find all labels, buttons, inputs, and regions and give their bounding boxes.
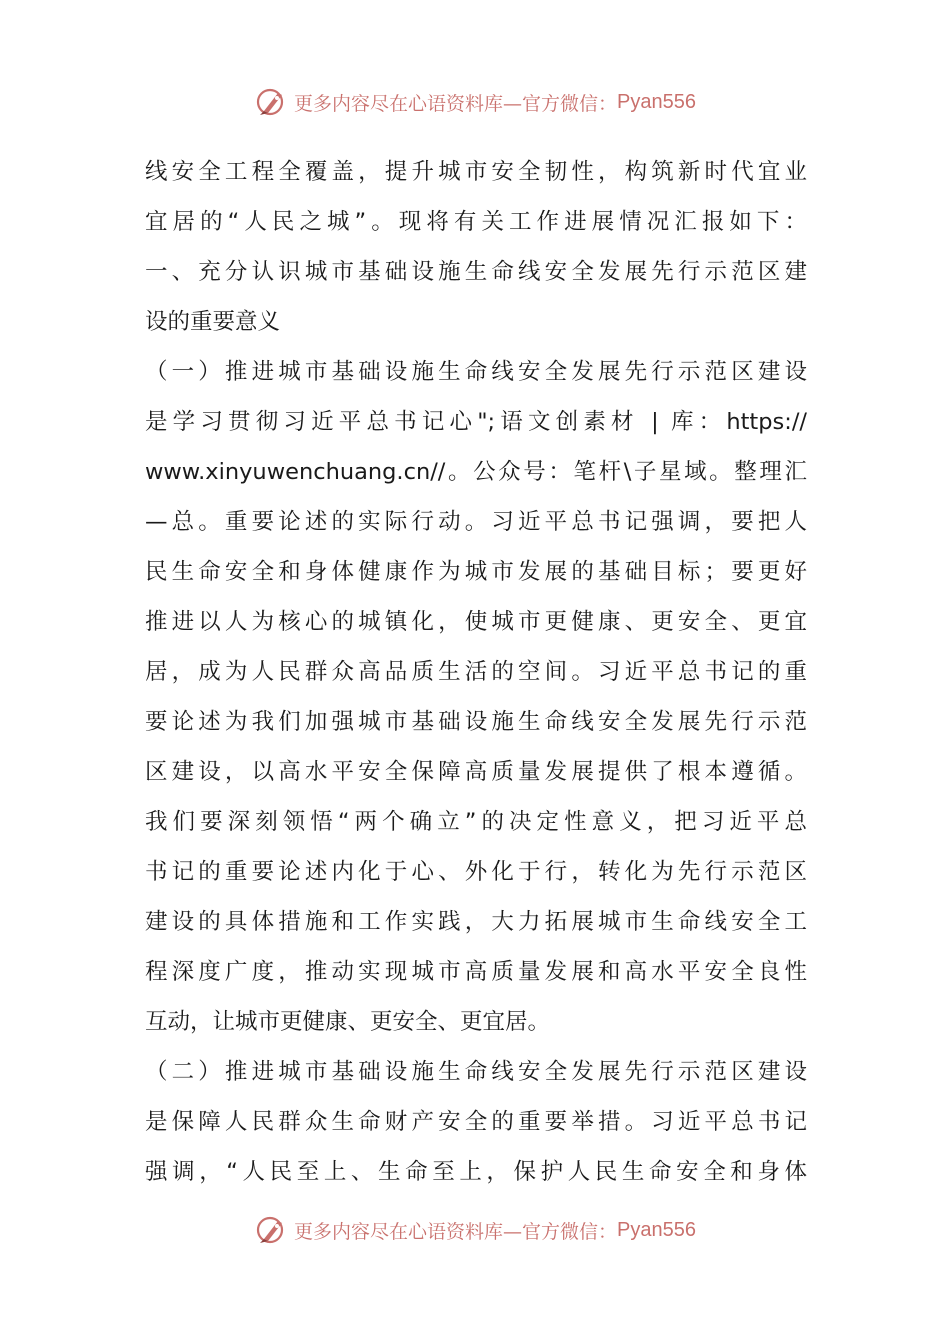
body-line: 是学习贯彻习近平总书记心";语文创素材 | 库：https:// (145, 409, 807, 435)
footer-wechat-id: Pyan556 (617, 1218, 696, 1241)
section-heading-line: 一、充分认识城市基础设施生命线安全发展先行示范区建 (145, 259, 807, 285)
document-body (145, 147, 807, 1197)
body-line: 我们要深刻领悟“两个确立”的决定性意义，把习近平总 (145, 809, 807, 835)
header-banner (0, 80, 950, 124)
body-line: 民生命安全和身体健康作为城市发展的基础目标；要更好 (145, 559, 807, 585)
pen-logo-icon (254, 85, 288, 119)
body-line: 是保障人民群众生命财产安全的重要举措。习近平总书记 (145, 1109, 807, 1135)
body-line: 程深度广度，推动实现城市高质量发展和高水平安全良性 (145, 959, 807, 985)
body-line: 要论述为我们加强城市基础设施生命线安全发展先行示范 (145, 709, 807, 735)
footer-banner (0, 1208, 950, 1252)
subsection-heading-line: （一）推进城市基础设施生命线安全发展先行示范区建设 (145, 359, 807, 385)
body-line: 推进以人为核心的城镇化，使城市更健康、更安全、更宜 (145, 609, 807, 635)
body-line: 区建设，以高水平安全保障高质量发展提供了根本遵循。 (145, 759, 807, 785)
subsection-heading-line: （二）推进城市基础设施生命线安全发展先行示范区建设 (145, 1059, 807, 1085)
header-wechat-id: Pyan556 (617, 90, 696, 113)
body-line: 书记的重要论述内化于心、外化于行，转化为先行示范区 (145, 859, 807, 885)
section-heading-line: 设的重要意义 (145, 309, 281, 335)
body-line: 强调，“人民至上、生命至上，保护人民生命安全和身体 (145, 1159, 807, 1185)
body-line: 线安全工程全覆盖，提升城市安全韧性，构筑新时代宜业 (145, 159, 807, 185)
body-line: 互动，让城市更健康、更安全、更宜居。 (145, 1009, 551, 1035)
footer-banner-text: 更多内容尽在心语资料库—官方微信： (294, 1220, 618, 1243)
header-banner-text: 更多内容尽在心语资料库—官方微信： (294, 92, 618, 115)
body-line: —总。重要论述的实际行动。习近平总书记强调，要把人 (145, 509, 807, 535)
body-line: 建设的具体措施和工作实践，大力拓展城市生命线安全工 (145, 909, 807, 935)
body-line: 宜居的“人民之城”。现将有关工作进展情况汇报如下： (145, 209, 807, 235)
body-line: www.xinyuwenchuang.cn//。公众号：笔杆\子星域。整理汇 (145, 459, 807, 485)
pen-logo-icon (254, 1213, 288, 1247)
body-line: 居，成为人民群众高品质生活的空间。习近平总书记的重 (145, 659, 807, 685)
